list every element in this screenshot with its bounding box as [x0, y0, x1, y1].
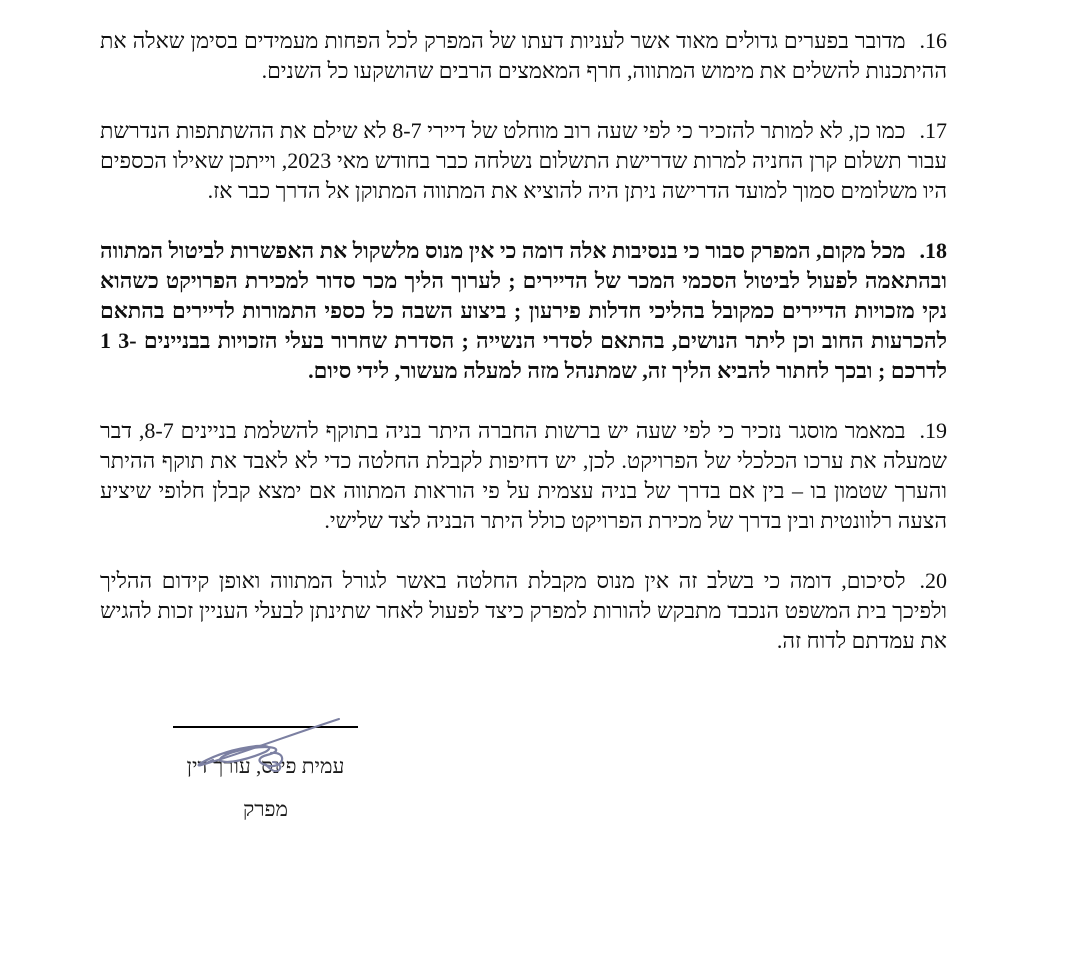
signatory-name: עמית פינס, עורך דין [186, 754, 345, 778]
paragraph-text: כמו כן, לא למותר להזכיר כי לפי שעה רוב מוחלט של דיירי 8-7 לא שילם את ההשתתפות הנדרשת עבור תשלום קרן החניה למרות שדרישת התשלום נשלחה כבר בחודש מאי 2023, וייתכן שאילו הכספים היו משלומים סמוך למועד הדרישה ניתן היה להוציא את המתווה המתוקן אל הדרך כבר אז. [100, 118, 947, 203]
paragraph-text: לסיכום, דומה כי בשלב זה אין מנוס מקבלת החלטה באשר לגורל המתווה ואופן קידום ההליך ולפיכך בית המשפט הנכבד מתבקש להורות למפרק כיצד לפעול לאחר שתינתן לבעלי העניין זכות להגיש את עמדתם לדוח זה. [100, 568, 947, 653]
paragraph-text: מדובר בפערים גדולים מאוד אשר לעניות דעתו של המפרק לכל הפחות מעמידים בסימן שאלה את ההיתכנות להשלים את מימוש המתווה, חרף המאמצים הרבים שהושקעו כל השנים. [100, 28, 947, 83]
signature-block [173, 726, 358, 822]
signature-line [173, 726, 358, 728]
list-number: 18. [919, 238, 947, 263]
list-item-19 [100, 416, 947, 536]
list-item-16 [100, 26, 947, 86]
list-number: 16. [919, 28, 947, 53]
list-number: 20. [919, 568, 947, 593]
list-item-17 [100, 116, 947, 206]
list-number: 19. [919, 418, 947, 443]
list-number: 17. [919, 118, 947, 143]
paragraph-text: במאמר מוסגר נזכיר כי לפי שעה יש ברשות החברה היתר בניה בתוקף להשלמת בניינים 8-7, דבר שמעלה את ערכו הכלכלי של הפרויקט. לכן, יש דחיפות לקבלת החלטה כדי לא לאבד את תוקף ההיתר והערך שטמון בו – בין אם בדרך של בניה עצמית על פי הוראות המתווה אם ימצא קבלן חלופי שיציע הצעה רלוונטית ובין בדרך של מכירת הפרויקט כולל היתר הבניה לצד שלישי. [100, 418, 947, 533]
paragraph-text: מכל מקום, המפרק סבור כי בנסיבות אלה דומה כי אין מנוס מלשקול את האפשרות לביטול המתווה ובהתאמה לפעול לביטול הסכמי המכר של הדיירים ; לערוך הליך מכר סדור למכירת הפרויקט כשהוא נקי מזכויות הדיירים כמקובל בהליכי חדלות פירעון ; ביצוע השבה כל כספי התמורות לדיירים בהתאם להכרעות החוב וכן ליתר הנושים, בהתאם לסדרי הנשייה ; הסדרת שחרור בעלי הזכויות בבניינים -3 1 לדרכם ; ובכך לחתור להביא הליך זה, שמתנהל מזה למעלה מעשור, לידי סיום. [100, 238, 947, 383]
list-item-18 [100, 236, 947, 386]
signatory-role: מפרק [242, 797, 288, 821]
list-item-20 [100, 566, 947, 656]
